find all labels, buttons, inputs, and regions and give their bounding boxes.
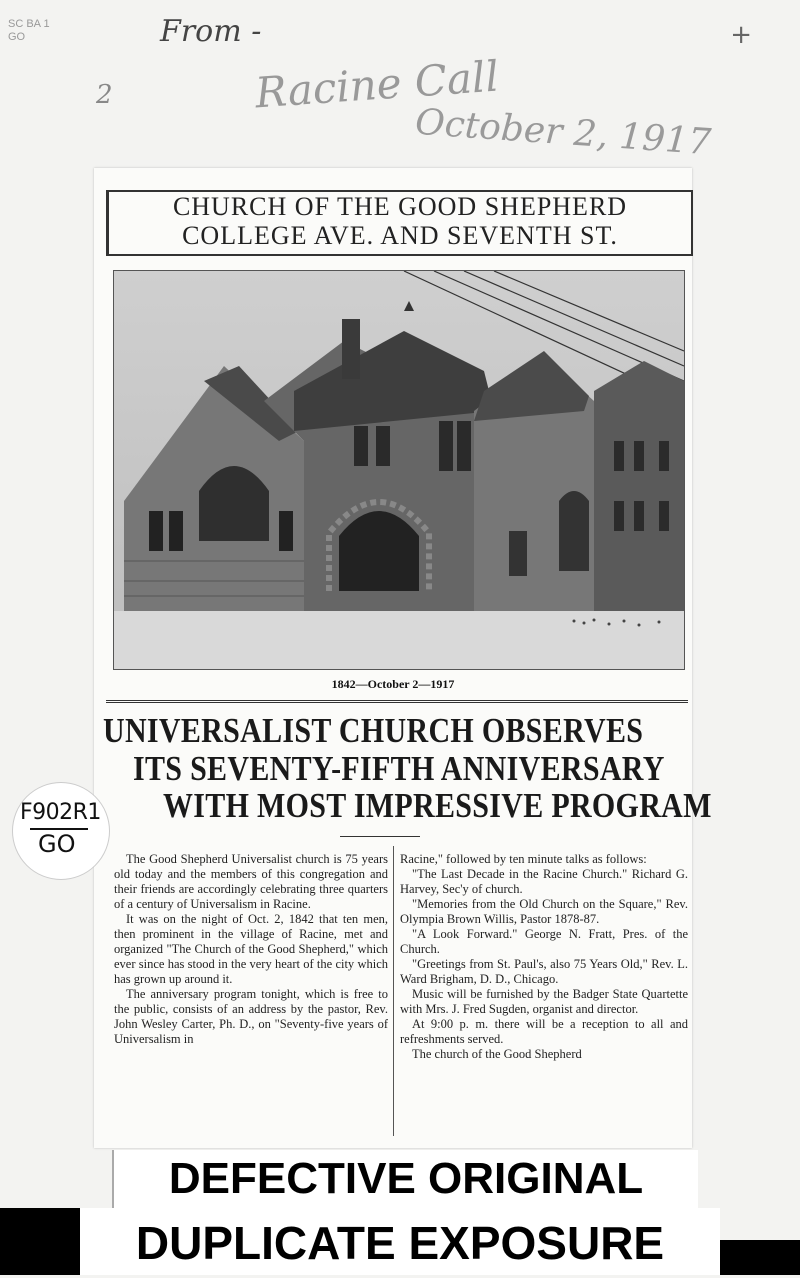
handwritten-number: 2 [96,80,113,110]
church-header-box [106,190,693,256]
article-column-1 [114,852,388,1138]
call-number-line-2: GO [38,830,76,858]
handwritten-date: October 2, 1917 [413,101,713,164]
defective-original-notice: DEFECTIVE ORIGINAL [112,1150,698,1208]
headline-underline [340,836,420,837]
church-illustration [114,271,684,669]
photo-caption: 1842—October 2—1917 [331,677,455,691]
header-line-1: CHURCH OF THE GOOD SHEPHERD [172,192,628,221]
paragraph: Racine," followed by ten minute talks as follows: [400,852,647,866]
plus-mark: + [730,20,752,50]
headline-line-2: ITS SEVENTY-FIFTH ANNIVERSARY [133,750,665,788]
paragraph: At 9:00 p. m. there will be a reception to all and refreshments served. [400,1017,688,1046]
header-line-2: COLLEGE AVE. AND SEVENTH ST. [182,221,618,250]
article-column-2 [400,852,688,1138]
headline-line-3: WITH MOST IMPRESSIVE PROGRAM [163,787,712,825]
paragraph: "Greetings from St. Paul's, also 75 Years Old," Rev. L. Ward Brigham, D. D., Chicago. [400,957,688,986]
paragraph: The anniversary program tonight, which is free to the public, consists of an address by the pastor, Rev. John Wesley Carter, Ph. D., on "Seventy-five years of Universalism in [114,987,388,1046]
separator-rule [106,700,688,703]
church-photograph [113,270,685,670]
paragraph: The church of the Good Shepherd [412,1047,582,1061]
paragraph: "A Look Forward." George N. Fratt, Pres. of the Church. [400,927,688,956]
handwritten-source: Racine Call [253,51,501,118]
duplicate-exposure-notice: DUPLICATE EXPOSURE [80,1208,720,1275]
archive-stamp [8,18,50,44]
archive-stamp-line2: GO [8,31,26,43]
column-rule [393,846,394,1136]
archive-stamp-line1: SC BA 1 [8,18,50,30]
paragraph: "Memories from the Old Church on the Square," Rev. Olympia Brown Willis, Pastor 1878-87. [400,897,688,926]
black-margin-right [720,1240,800,1275]
call-number-line-1: F902R1 [20,800,101,825]
headline-line-1: UNIVERSALIST CHURCH OBSERVES [103,712,644,750]
paragraph: The Good Shepherd Universalist church is 75 years old today and the members of this congregation and their friends are accordingly celebrating three quarters of a century of Universalism in Racine. [114,852,388,911]
black-margin-left [0,1208,80,1275]
paragraph: It was on the night of Oct. 2, 1842 that ten men, then prominent in the village of Racine, met and organized "The Church of the Good Shepherd," which ever since has stood in the very heart of the city which has grown up around it. [114,912,388,986]
handwritten-from: From - [160,14,262,49]
paragraph: Music will be furnished by the Badger State Quartette with Mrs. J. Fred Sugden, organist and director. [400,987,688,1016]
paragraph: "The Last Decade in the Racine Church." Richard G. Harvey, Sec'y of church. [400,867,688,896]
